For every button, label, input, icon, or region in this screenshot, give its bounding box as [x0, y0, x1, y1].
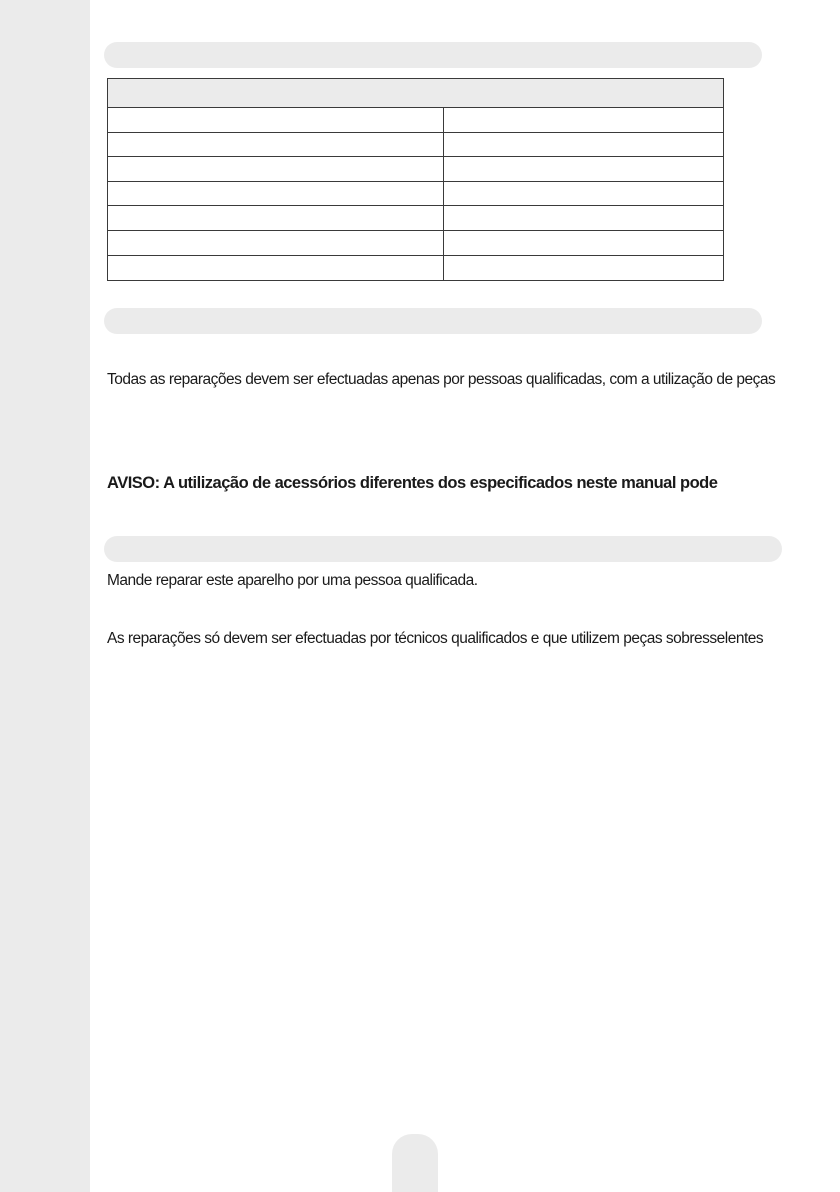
service-paragraph: Mande reparar este aparelho por uma pessoa qualificada. — [107, 572, 478, 589]
table-cell — [444, 133, 723, 157]
table-cell — [108, 231, 444, 255]
table-cell — [108, 182, 444, 206]
table-cell — [444, 182, 723, 206]
table-row — [108, 206, 723, 231]
page-number-tab — [392, 1134, 438, 1192]
table-cell — [108, 133, 444, 157]
section-header-bar-repairs — [104, 308, 762, 334]
table-cell — [108, 157, 444, 181]
table-cell — [444, 206, 723, 230]
warning-text: AVISO: A utilização de acessórios diferentes dos especificados neste manual pode — [107, 474, 718, 492]
table-row — [108, 108, 723, 133]
table-row — [108, 157, 723, 182]
table-row — [108, 256, 723, 281]
table-cell — [108, 206, 444, 230]
table-header — [108, 79, 723, 108]
repairs-paragraph: Todas as reparações devem ser efectuadas apenas por pessoas qualificadas, com a utilização de peças — [107, 371, 776, 388]
table-cell — [108, 108, 444, 132]
table-cell — [444, 157, 723, 181]
table-row — [108, 182, 723, 207]
table-cell — [444, 256, 723, 281]
table-cell — [444, 108, 723, 132]
section-header-bar-service — [104, 536, 782, 562]
table-cell — [444, 231, 723, 255]
table-row — [108, 231, 723, 256]
technicians-paragraph: As reparações só devem ser efectuadas por técnicos qualificados e que utilizem peças sobresselentes — [107, 630, 764, 647]
specifications-table — [107, 78, 724, 281]
section-header-bar-specifications — [104, 42, 762, 68]
table-row — [108, 133, 723, 158]
table-cell — [108, 256, 444, 281]
chapter-tab — [0, 152, 82, 198]
